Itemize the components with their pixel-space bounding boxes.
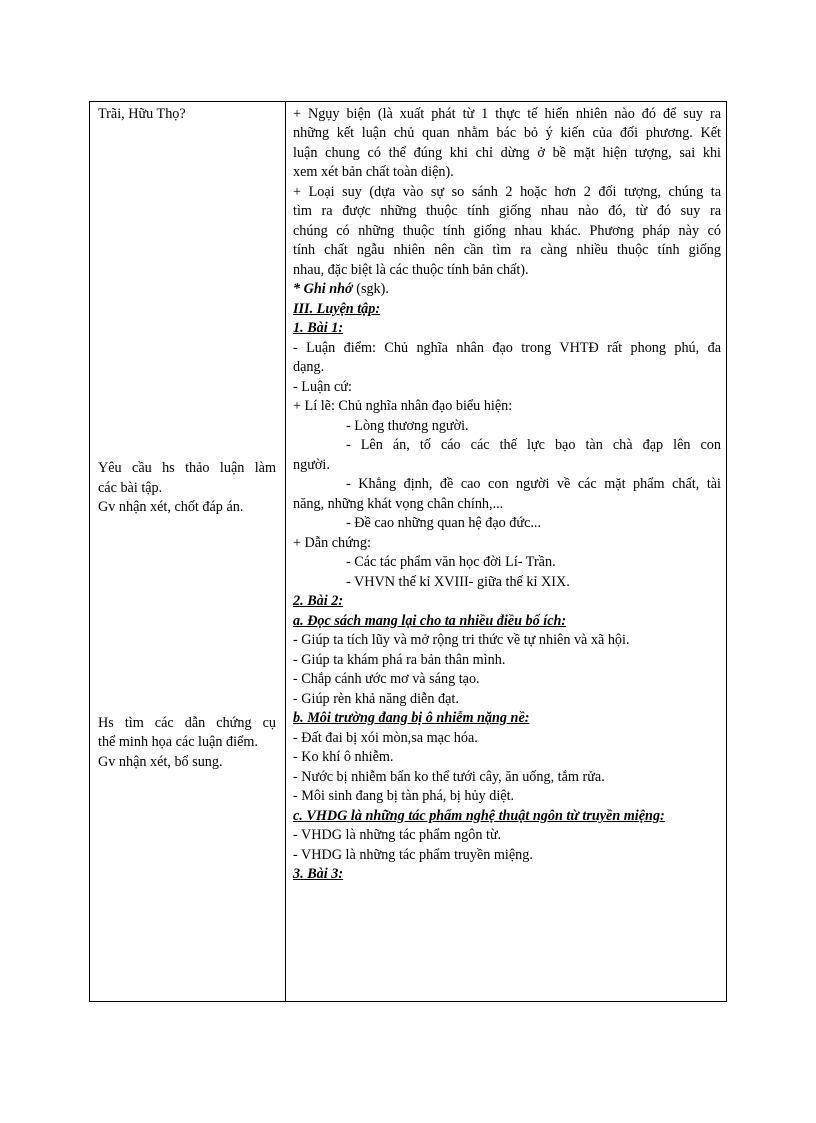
exercise-3-title: 3. Bài 3: bbox=[293, 866, 344, 882]
paragraph-line: - Lên án, tố cáo các thế lực bạo tàn chà đạp lên con bbox=[346, 437, 721, 453]
left-text-line: các bài tập. bbox=[98, 480, 163, 496]
list-item: - VHDG là những tác phẩm ngôn từ. bbox=[293, 827, 502, 843]
paragraph-line: - Lòng thương người. bbox=[346, 418, 469, 434]
list-item: - Giúp ta tích lũy và mở rộng tri thức về tự nhiên và xã hội. bbox=[293, 632, 630, 648]
list-item: - Giúp rèn khả năng diễn đạt. bbox=[293, 691, 459, 707]
list-item: - VHDG là những tác phẩm truyền miệng. bbox=[293, 847, 533, 863]
paragraph-line: - Khẳng định, đề cao con người về các mặt phẩm chất, tài bbox=[346, 476, 721, 492]
left-text-line: Gv nhận xét, chốt đáp án. bbox=[98, 499, 244, 515]
exercise-1-title: 1. Bài 1: bbox=[293, 320, 344, 336]
list-item: - Ko khí ô nhiễm. bbox=[293, 749, 394, 765]
left-text-line: Trãi, Hữu Thọ? bbox=[98, 106, 186, 122]
paragraph-line: năng, những khát vọng chân chính,... bbox=[293, 496, 504, 512]
paragraph-line: xem xét bản chất toàn diện). bbox=[293, 164, 454, 180]
left-text-line: Hs tìm các dẫn chứng cụ bbox=[98, 715, 276, 731]
paragraph-line: luận chung có thể đúng khi chỉ dừng ở bề mặt hiện tượng, sai khi bbox=[293, 145, 721, 161]
paragraph-line: tìm ra được những thuộc tính giống nhau nào đó, từ đó suy ra bbox=[293, 203, 721, 219]
paragraph-line: + Dẫn chứng: bbox=[293, 535, 371, 551]
paragraph-line: tính chất ngẫu nhiên nên cần tìm ra càng nhiều thuộc tính giống bbox=[293, 242, 721, 258]
paragraph-line: chúng có những thuộc tính giống nhau khác. Phương pháp này có bbox=[293, 223, 721, 239]
paragraph-line: người. bbox=[293, 457, 330, 473]
list-item: - Môi sinh đang bị tàn phá, bị hủy diệt. bbox=[293, 788, 515, 804]
list-item: - Nước bị nhiễm bẩn ko thể tưới cây, ăn uống, tắm rửa. bbox=[293, 769, 605, 785]
exercise-2-title: 2. Bài 2: bbox=[293, 593, 344, 609]
exercise-2c-title: c. VHDG là những tác phẩm nghệ thuật ngôn từ truyền miệng: bbox=[293, 808, 665, 824]
left-text-line: Gv nhận xét, bổ sung. bbox=[98, 754, 223, 770]
list-item: - Chắp cánh ước mơ và sáng tạo. bbox=[293, 671, 480, 687]
left-text-line: thể minh họa các luận điểm. bbox=[98, 734, 258, 750]
ghi-nho-text: (sgk). bbox=[352, 281, 389, 297]
paragraph-line: - Luận điểm: Chủ nghĩa nhân đạo trong VHTĐ rất phong phú, đa bbox=[293, 340, 721, 356]
left-text-line: Yêu cầu hs thảo luận làm bbox=[98, 460, 276, 476]
paragraph-line: - Các tác phẩm văn học đời Lí- Trần. bbox=[346, 554, 556, 570]
paragraph-line: nhau, đặc biệt là các thuộc tính bản chất). bbox=[293, 262, 529, 278]
list-item: - Đất đai bị xói mòn,sa mạc hóa. bbox=[293, 730, 478, 746]
paragraph-line: dạng. bbox=[293, 359, 325, 375]
content-column bbox=[286, 102, 727, 1001]
lesson-table bbox=[89, 101, 727, 1002]
paragraph-line: + Ngụy biện (là xuất phát từ 1 thực tế hiển nhiên nào đó để suy ra bbox=[293, 106, 721, 122]
list-item: - Giúp ta khám phá ra bản thân mình. bbox=[293, 652, 506, 668]
exercise-2b-title: b. Môi trường đang bị ô nhiễm nặng nề: bbox=[293, 710, 530, 726]
paragraph-line: - Đề cao những quan hệ đạo đức... bbox=[346, 515, 542, 531]
paragraph-line: + Lí lẽ: Chủ nghĩa nhân đạo biểu hiện: bbox=[293, 398, 513, 414]
teacher-activity-column bbox=[90, 102, 285, 1001]
paragraph-line: - Luận cứ: bbox=[293, 379, 352, 395]
ghi-nho-label: * Ghi nhớ bbox=[293, 281, 353, 297]
paragraph-line: những kết luận chủ quan nhằm bác bỏ ý kiến của đối phương. Kết bbox=[293, 125, 721, 141]
section-title: III. Luyện tập: bbox=[293, 301, 381, 317]
exercise-2a-title: a. Đọc sách mang lại cho ta nhiều điều bổ ích: bbox=[293, 613, 567, 629]
paragraph-line: + Loại suy (dựa vào sự so sánh 2 hoặc hơn 2 đối tượng, chúng ta bbox=[293, 184, 721, 200]
paragraph-line: - VHVN thế kỉ XVIII- giữa thế kỉ XIX. bbox=[346, 574, 570, 590]
ghi-nho-line bbox=[293, 280, 389, 300]
